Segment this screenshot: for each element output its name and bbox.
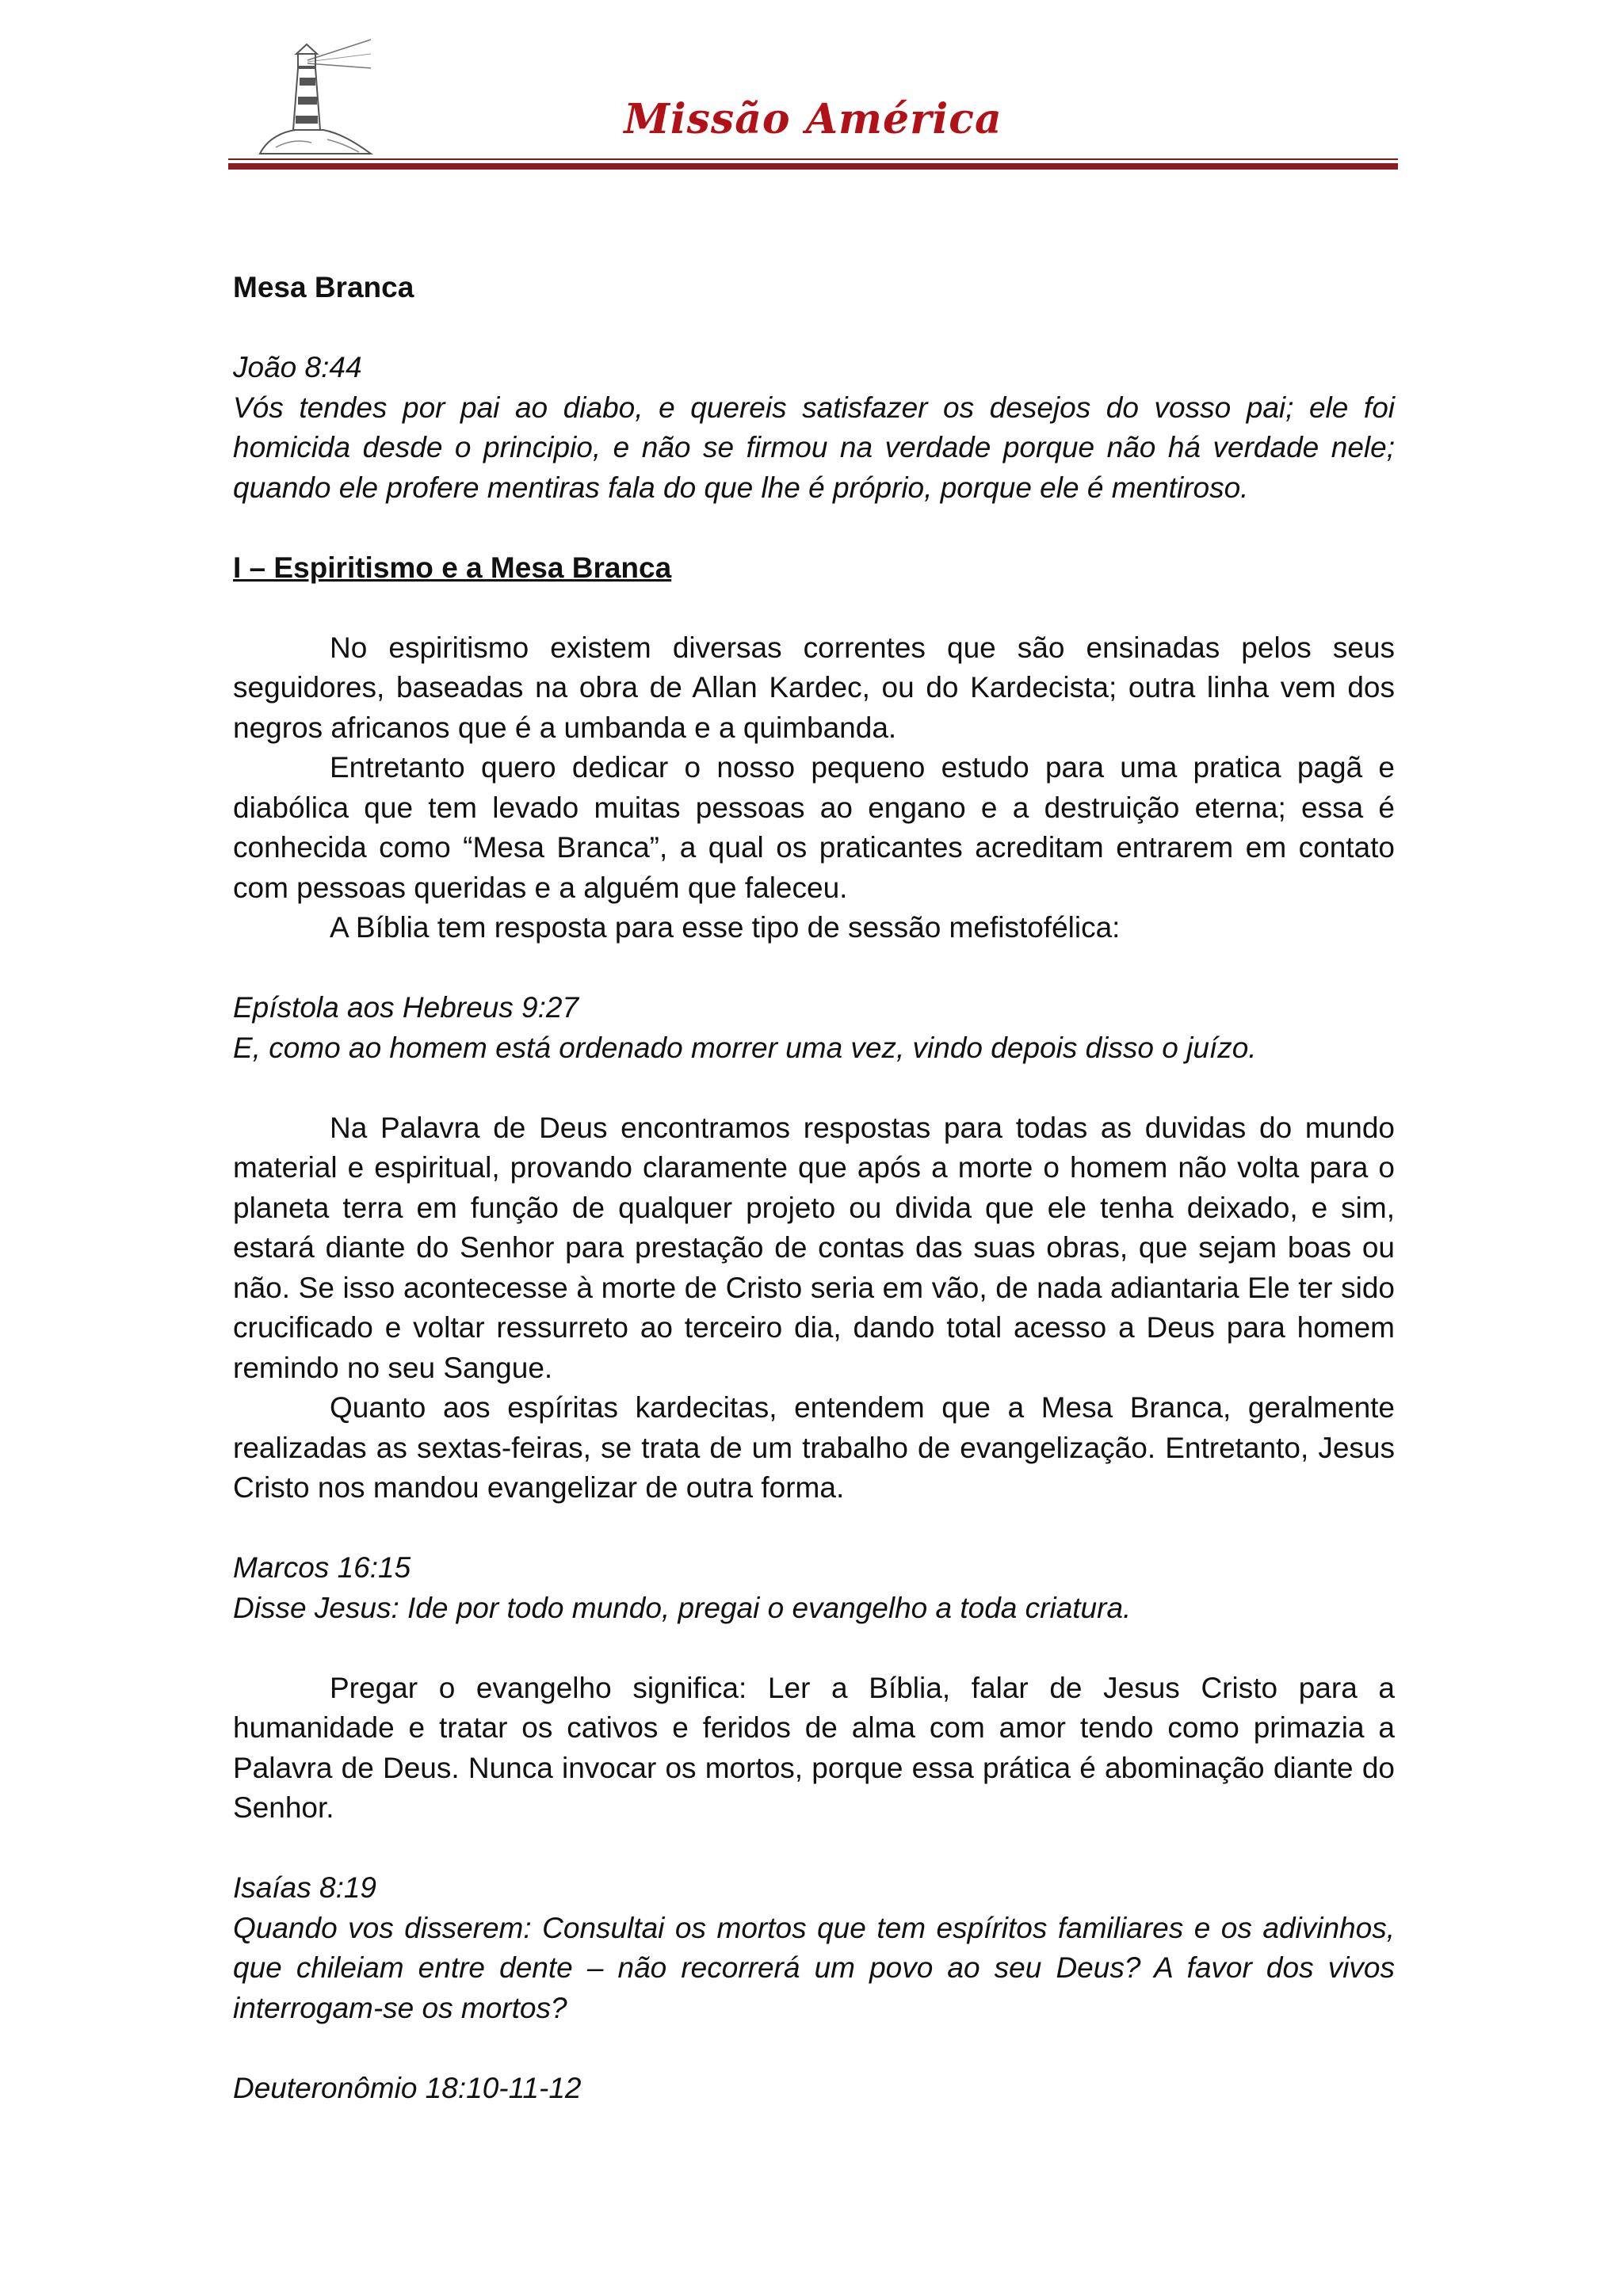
spacer — [233, 2028, 1395, 2069]
paragraph: Na Palavra de Deus encontramos respostas para todas as duvidas do mundo material e espiritual, provando claramente que após a morte o homem não volta para o planeta terra em função de qualquer projeto ou divida que ele tenha deixado, e sim, estará diante do Senhor para prestação de contas das suas obras, que sejam boas ou não. Se isso acontecesse à morte de Cristo seria em vão, de nada adiantaria Ele ter sido crucificado e voltar ressurreto ao terceiro dia, dando total acesso a Deus para homem remindo no seu Sangue. — [233, 1111, 1395, 1384]
document-body — [233, 268, 1395, 2108]
spacer — [233, 948, 1395, 989]
paragraph: Pregar o evangelho significa: Ler a Bíblia, falar de Jesus Cristo para a humanidade e tratar os cativos e feridos de alma com amor tendo como primazia a Palavra de Deus. Nunca invocar os mortos, porque essa prática é abominação diante do Senhor. — [233, 1671, 1395, 1824]
scripture-quote: Vós tendes por pai ao diabo, e quereis satisfazer os desejos do vosso pai; ele foi homicida desde o principio, e não se firmou na verdade porque não há verdade nele; quando ele profere mentiras fala do que lhe é próprio, porque ele é mentiroso. — [233, 391, 1395, 504]
scripture-reference: Deuteronômio 18:10-11-12 — [233, 2071, 582, 2104]
spacer — [233, 588, 1395, 628]
scripture-quote: E, como ao homem está ordenado morrer uma vez, vindo depois disso o juízo. — [233, 1031, 1257, 1064]
scripture-quote: Quando vos disserem: Consultai os mortos que tem espíritos familiares e os adivinhos, que chileiam entre dente – não recorrerá um povo ao seu Deus? A favor dos vivos interrogam-se os mortos? — [233, 1911, 1395, 2024]
spacer — [233, 508, 1395, 548]
paragraph: No espiritismo existem diversas correntes que são ensinadas pelos seus seguidores, baseadas na obra de Allan Kardec, ou do Kardecista; outra linha vem dos negros africanos que é a umbanda e a quimbanda. — [233, 631, 1395, 744]
spacer — [233, 1628, 1395, 1669]
paragraph: A Bíblia tem resposta para esse tipo de sessão mefistofélica: — [330, 911, 1121, 944]
spacer — [233, 1829, 1395, 1869]
scripture-reference: Epístola aos Hebreus 9:27 — [233, 991, 579, 1024]
header-rule-thin — [228, 158, 1398, 160]
document-title: Mesa Branca — [233, 271, 414, 303]
paragraph: Entretanto quero dedicar o nosso pequeno estudo para uma pratica pagã e diabólica que tem levado muitas pessoas ao engano e a destruição eterna; essa é conhecida como “Mesa Branca”, a qual os praticantes acreditam entrarem em contato com pessoas queridas e a alguém que faleceu. — [233, 751, 1395, 904]
scripture-reference: Isaías 8:19 — [233, 1871, 377, 1904]
spacer — [233, 1508, 1395, 1549]
section-heading: I – Espiritismo e a Mesa Branca — [233, 551, 672, 584]
page-header — [228, 32, 1398, 174]
scripture-quote: Disse Jesus: Ide por todo mundo, pregai o evangelho a toda criatura. — [233, 1591, 1132, 1624]
scripture-reference: João 8:44 — [233, 351, 362, 383]
spacer — [233, 308, 1395, 349]
spacer — [233, 1068, 1395, 1108]
brand-title: Missão América — [624, 95, 1002, 143]
paragraph: Quanto aos espíritas kardecitas, entendem que a Mesa Branca, geralmente realizadas as sextas-feiras, se trata de um trabalho de evangelização. Entretanto, Jesus Cristo nos mandou evangelizar de outra forma. — [233, 1391, 1395, 1504]
header-rule-thick — [228, 163, 1398, 170]
scripture-reference: Marcos 16:15 — [233, 1551, 411, 1584]
